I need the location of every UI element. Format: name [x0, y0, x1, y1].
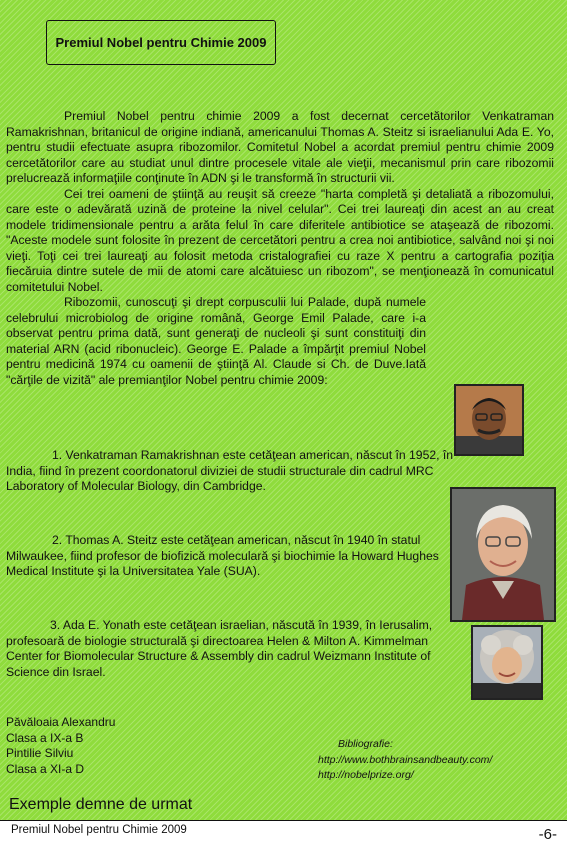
page-number: -6-: [538, 826, 557, 843]
laureate-item-3: [6, 618, 466, 680]
article-body: [6, 109, 554, 388]
laureate-text-2: 2. Thomas A. Steitz este cetăţean american, născut în 1940 în statul Milwaukee, fiind profesor de biofizică moleculară şi biochimie la Howard Hughes Medical Institute şi la Universitatea Yale (SUA).: [6, 533, 439, 578]
portrait-photo-yonath: [471, 625, 543, 700]
section-title: Exemple demne de urmat: [9, 796, 193, 813]
portrait-photo-steitz: [450, 487, 556, 622]
author-class-2: Clasa a XI-a D: [6, 761, 85, 776]
portrait-photo-ramakrishnan: [454, 384, 524, 456]
author-name-1: Păvăloaia Alexandru: [6, 715, 116, 729]
page-title: Premiul Nobel pentru Chimie 2009: [46, 20, 276, 65]
bibliography-heading: Bibliografie:: [338, 738, 393, 750]
author-name-2: Pintilie Silviu: [6, 746, 74, 760]
bibliography-link-2[interactable]: http://nobelprize.org/: [318, 769, 414, 781]
laureate-text-1: 1. Venkatraman Ramakrishnan este cetăţean american, născut în 1952, în India, fiind în prezent coordonatorul diviziei de studii structurale din cadrul MRC Laboratory of Molecular Biology, din Cambridge.: [6, 448, 454, 493]
footer-running-title: Premiul Nobel pentru Chimie 2009: [11, 824, 187, 836]
authors-block: [6, 715, 115, 777]
author-class-1: Clasa a IX-a B: [6, 730, 84, 745]
paragraph-palade: Ribozomii, cunoscuţi şi drept corpusculii lui Palade, după numele celebrului microbiolog de origine română, George Emil Palade, care i-a observat pentru prima dată, sunt generaţi de nucleoli şi sunt constituiţi din material ARN (acid ribonucleic). George E. Palade a împărţit premiul Nobel pentru medicină 1974 cu oamenii de ştiinţă Al. Claude si Ch. de Duve.Iată "cărţile de vizită" ale premianţilor Nobel pentru chimie 2009:: [6, 295, 426, 387]
laureate-item-2: [6, 533, 456, 580]
laureate-text-3: 3. Ada E. Yonath este cetăţean israelian, născută în 1939, în Ierusalim, profesoară de biologie structurală şi directoarea Helen & Milton A. Kimmelman Center for Biomolecular Structure & Assembly din cadrul Weizmann Institute of Science din Israel.: [6, 618, 433, 679]
paragraph-ribosome-map: Cei trei oameni de ştiinţă au reuşit să creeze "harta completă şi detaliată a ribozomului, care este o adevărată uzină de proteine la nivel celular". Cei trei laureaţi din acest an au creat modele tridimensionale pentru a arăta felul în care diferitele antibiotice se ataşează de ribozomi. "Aceste modele sunt folosite în prezent de cercetători pentru a crea noi antibiotice, salvând noi şi noi vieţi. Toţi cei trei laureaţi au folosit metoda cristalografiei cu raze X pentru a cartografia poziţia fiecăruia dintre sutele de mii de atomi care alcătuiesc un ribozom", se menţionează în comunicatul comitetului Nobel.: [6, 186, 554, 294]
laureate-item-1: [6, 448, 456, 495]
paragraph-intro: Premiul Nobel pentru chimie 2009 a fost decernat cercetătorilor Venkatraman Ramakrishnan, britanicul de origine indiană, americanului Thomas A. Steitz si israelianului Ada E. Yo, pentru studii efectuate asupra ribozomilor. Comitetul Nobel a acordat premiul pentru chimie 2009 cercetătorilor care au studiat unul dintre procesele vitale ale vieţii, mecanismul prin care ribozomii prelucrează informaţiile conţinute în ADN şi le transformă în structurii vii.: [6, 109, 554, 185]
bibliography-link-1[interactable]: http://www.bothbrainsandbeauty.com/: [318, 753, 493, 766]
bibliography-block: [318, 737, 492, 784]
